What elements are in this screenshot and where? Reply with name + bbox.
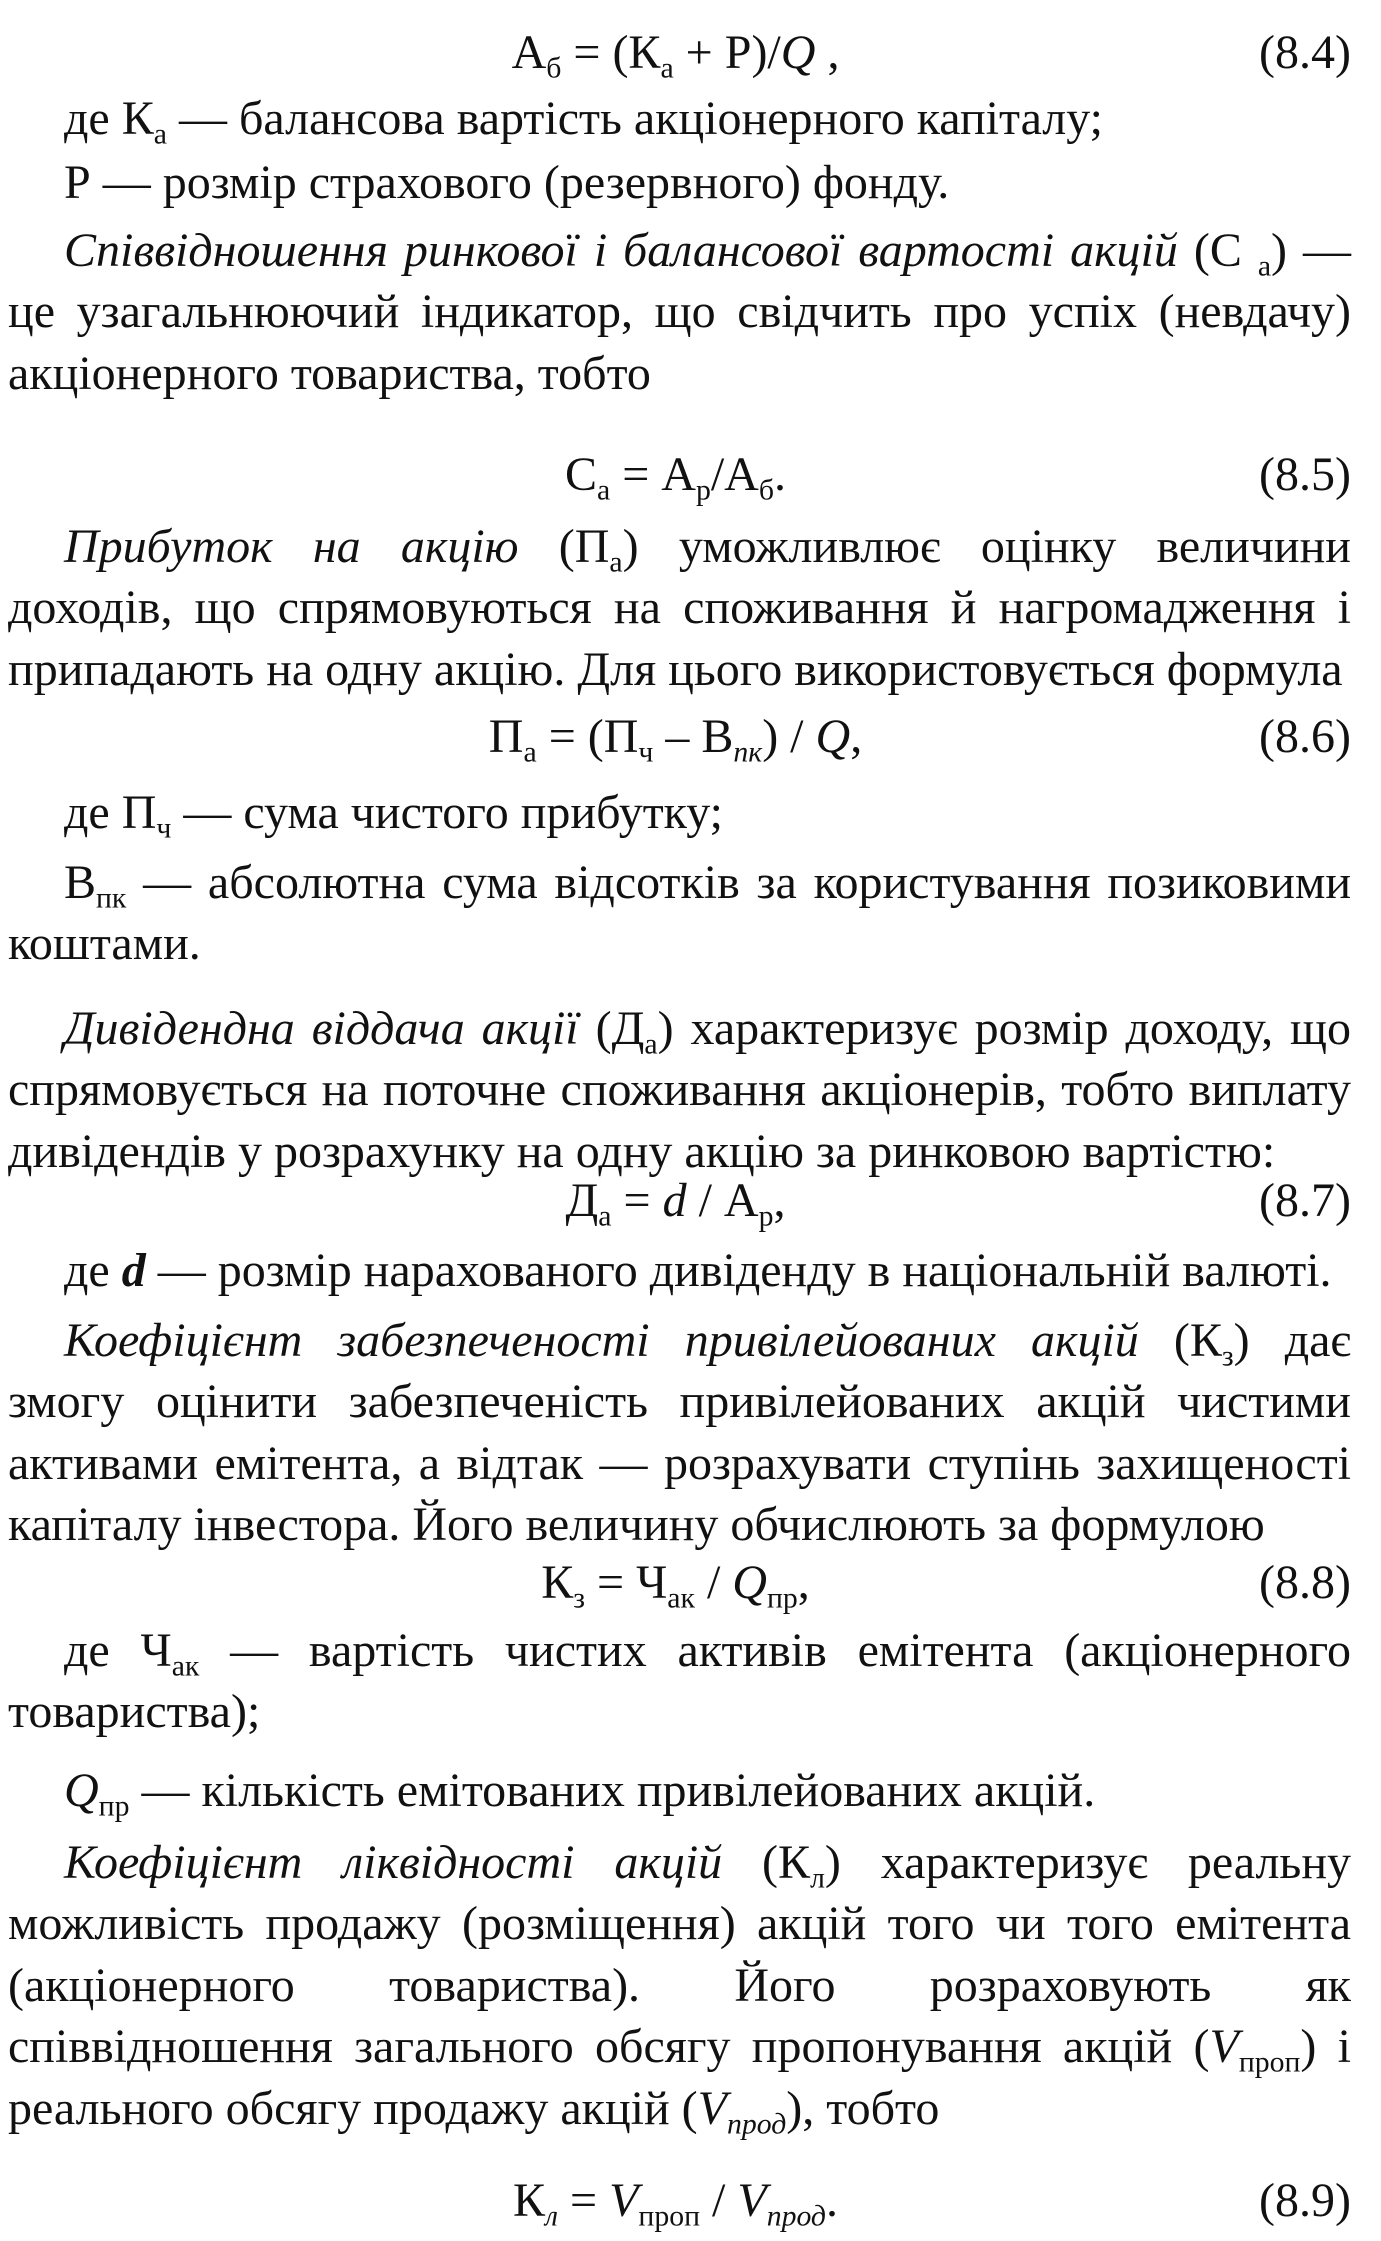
formula-expression: $К_л = V_{проп} / V_{прод}$.: [513, 2174, 838, 2233]
formula-expression: $С_а = А_р/А_б$.: [565, 448, 786, 507]
formula-8-7: [0, 1170, 1351, 1233]
paragraph-preferred-coverage: Коефіцієнт забезпеченості привілейованих акцій $(К_з)$ дає змогу оцінити забезпеченість привілейованих акцій чистими активами емітента, а відтак — розрахувати ступінь захищеності капіталу інвестора. Його величину обчислюють за формулою: [8, 1314, 1352, 1552]
definition-d: де d — розмір нарахованого дивіденду в національній валюті.: [64, 1244, 1332, 1297]
definition-qpr: $Q_{пр}$ — кількість емітованих привілейованих акцій.: [64, 1764, 1096, 1823]
paragraph-dividend-yield: Дивідендна віддача акції $(Д_а)$ характеризує розмір доходу, що спрямовується на поточне споживання акціонерів, тобто виплату дивідендів у розрахунку на одну акцію за ринковою вартістю:: [8, 1002, 1351, 1178]
paragraph-earnings-per-share: Прибуток на акцію $(П_а)$ уможливлює оцінку величини доходів, що спрямовуються на споживання й нагромадження і припадають на одну акцію. Для цього використовується формула: [8, 520, 1351, 696]
definition-r: Р — розмір страхового (резервного) фонду.: [64, 156, 950, 209]
definition-vpk: $В_{пк}$ — абсолютна сума відсотків за користування позиковими коштами.: [8, 856, 1351, 971]
definition-chak: де $Ч_{ак}$ — вартість чистих активів емітента (акціонерного товариства);: [8, 1624, 1351, 1739]
term: Прибуток на акцію: [64, 520, 519, 573]
formula-number: (8.7): [1259, 1174, 1351, 1227]
formula-8-4: [0, 22, 1351, 85]
definition-pch: де $П_ч$ — сума чистого прибутку;: [64, 786, 724, 845]
term: Дивідендна віддача акції: [64, 1002, 579, 1055]
formula-8-5: [0, 444, 1351, 507]
formula-number: (8.8): [1259, 1556, 1351, 1609]
formula-expression: $А_б = (К_а + Р)/Q$ ,: [511, 26, 840, 85]
formula-8-8: [0, 1552, 1351, 1615]
term: Коефіцієнт забезпеченості привілейованих акцій: [64, 1314, 1139, 1367]
term: Коефіцієнт ліквідності акцій: [64, 1836, 723, 1889]
formula-number: (8.6): [1259, 710, 1351, 763]
formula-expression: $П_а = (П_ч - В_{пк}) / Q$,: [488, 710, 863, 769]
formula-expression: $К_з = Ч_{ак} / Q_{пр}$,: [541, 1556, 810, 1615]
definition-ka: де $К_а$ — балансова вартість акціонерного капіталу;: [64, 92, 1103, 151]
formula-number: (8.4): [1259, 26, 1351, 79]
formula-8-9: [0, 2170, 1351, 2233]
formula-8-6: [0, 706, 1351, 769]
formula-expression: $Д_а = d / А_р$,: [565, 1174, 786, 1233]
paragraph-liquidity: Коефіцієнт ліквідності акцій $(К_л)$ характеризує реальну можливість продажу (розміщення) акцій того чи того емітента (акціонерного товариства). Його розраховують як співвідношення загального обсягу пропонування акцій $(V_{проп})$ і реального обсягу продажу акцій $(V_{прод})$, тобто: [8, 1836, 1352, 2141]
formula-number: (8.5): [1259, 448, 1351, 501]
formula-number: (8.9): [1259, 2174, 1351, 2227]
term: Співвідношення ринкової і балансової вартості акцій: [64, 224, 1178, 277]
paragraph-market-book-ratio: Співвідношення ринкової і балансової вартості акцій (С $_а$) — це узагальнюючий індикатор, що свідчить про успіх (невдачу) акціонерного товариства, тобто: [8, 224, 1352, 400]
